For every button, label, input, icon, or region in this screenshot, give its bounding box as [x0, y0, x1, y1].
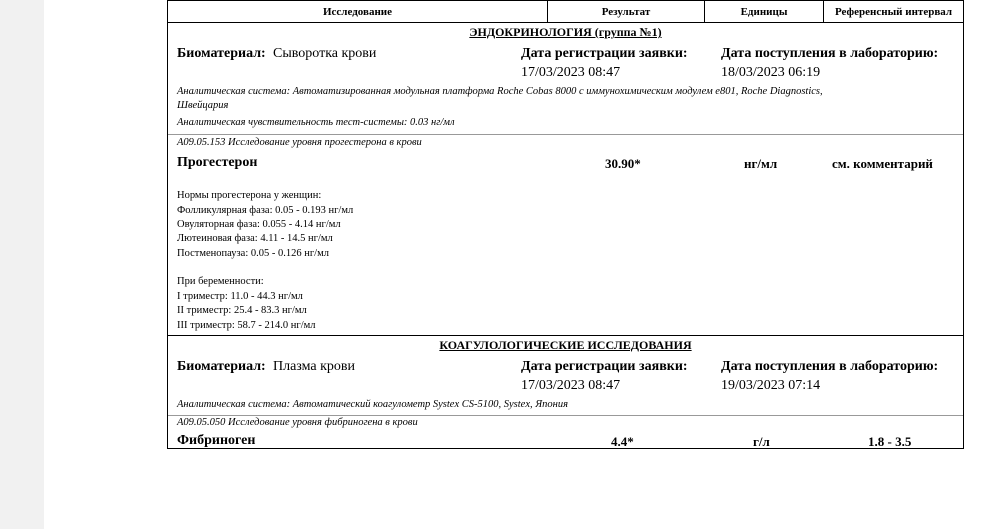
- pregnancy-line: При беременности:: [177, 276, 264, 287]
- norms-line: Нормы прогестерона у женщин:: [177, 190, 322, 201]
- registration-date-label: Дата регистрации заявки:: [521, 46, 688, 61]
- divider: [168, 415, 963, 416]
- analytical-system-line: Аналитическая система: Автоматический коагулометр Systex CS-5100, Systex, Япония: [177, 399, 568, 410]
- col-result-header: Результат: [548, 1, 705, 22]
- pregnancy-line: III триместр: 58.7 - 214.0 нг/мл: [177, 320, 316, 331]
- test-code-line: A09.05.050 Исследование уровня фибриногена в крови: [177, 417, 418, 428]
- pregnancy-line: I триместр: 11.0 - 44.3 нг/мл: [177, 291, 303, 302]
- pregnancy-line: II триместр: 25.4 - 83.3 нг/мл: [177, 305, 307, 316]
- divider: [168, 134, 963, 135]
- registration-date-value: 17/03/2023 08:47: [521, 378, 621, 393]
- test-result: 30.90*: [605, 156, 641, 171]
- section-divider: [168, 335, 963, 336]
- section-title-coagulation: КОАГУЛОЛОГИЧЕСКИЕ ИССЛЕДОВАНИЯ: [439, 338, 692, 352]
- table-header: [168, 0, 963, 23]
- lab-arrival-date-value: 18/03/2023 06:19: [721, 65, 821, 80]
- test-name: Прогестерон: [177, 155, 258, 170]
- section-title-endocrinology: ЭНДОКРИНОЛОГИЯ (группа №1): [469, 25, 662, 39]
- lab-arrival-date-value: 19/03/2023 07:14: [721, 378, 821, 393]
- test-reference: см. комментарий: [832, 156, 933, 171]
- lab-arrival-date-label: Дата поступления в лабораторию:: [721, 359, 939, 374]
- registration-date-value: 17/03/2023 08:47: [521, 65, 621, 80]
- col-ref-header: Референсный интервал: [834, 6, 953, 18]
- col-units-header: Единицы: [705, 1, 824, 22]
- biomaterial-label: Биоматериал:: [177, 359, 266, 374]
- test-reference: 1.8 - 3.5: [868, 434, 912, 449]
- test-code-line: A09.05.153 Исследование уровня прогестерона в крови: [177, 137, 422, 148]
- biomaterial-label: Биоматериал:: [177, 46, 266, 61]
- sensitivity-line: Аналитическая чувствительность тест-системы: 0.03 нг/мл: [177, 117, 455, 128]
- norms-line: Постменопауза: 0.05 - 0.126 нг/мл: [177, 248, 329, 259]
- norms-line: Лютеиновая фаза: 4.11 - 14.5 нг/мл: [177, 233, 333, 244]
- registration-date-label: Дата регистрации заявки:: [521, 359, 688, 374]
- biomaterial-value: Плазма крови: [273, 359, 356, 374]
- document-page: [44, 0, 1000, 529]
- results-table: [167, 0, 964, 449]
- norms-line: Овуляторная фаза: 0.055 - 4.14 нг/мл: [177, 219, 341, 230]
- test-units: нг/мл: [744, 156, 778, 171]
- analytical-system-line: Аналитическая система: Автоматизированная модульная платформа Roche Cobas 8000 с иммунохимическим модулем e801, Roche Diagnostics,: [177, 86, 823, 97]
- col-study-header: Исследование: [168, 1, 548, 22]
- test-result: 4.4*: [611, 434, 634, 449]
- biomaterial-value: Сыворотка крови: [273, 46, 377, 61]
- test-units: г/л: [753, 434, 770, 449]
- test-name: Фибриноген: [177, 433, 256, 448]
- lab-arrival-date-label: Дата поступления в лабораторию:: [721, 46, 939, 61]
- analytical-system-line-2: Швейцария: [177, 100, 229, 111]
- norms-line: Фолликулярная фаза: 0.05 - 0.193 нг/мл: [177, 205, 354, 216]
